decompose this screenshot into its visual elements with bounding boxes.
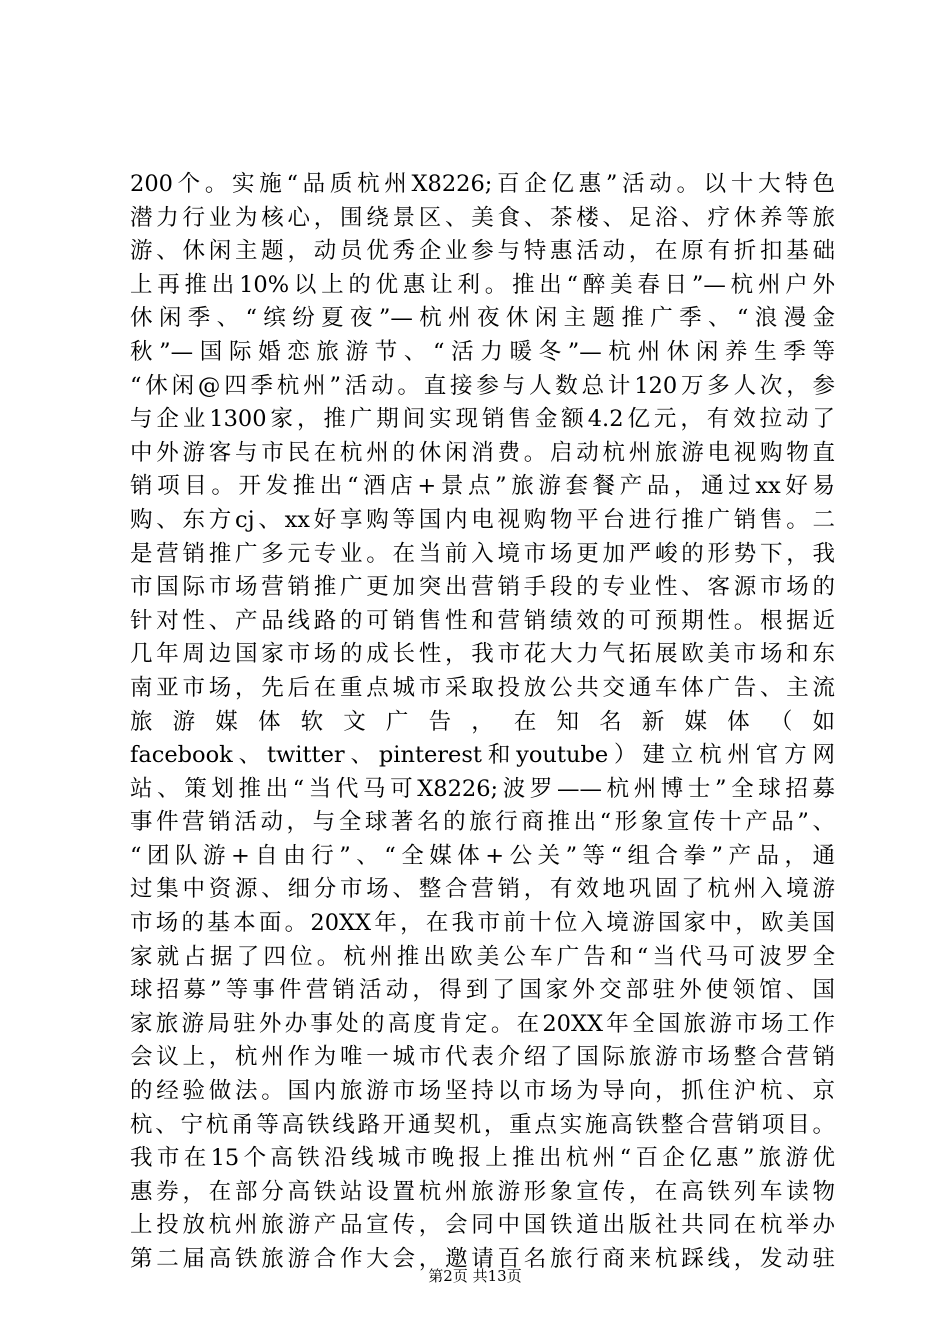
text-line-9: 中外游客与市民在杭州的休闲消费。启动杭州旅游电视购物直	[130, 439, 835, 466]
text-line-1: 200个。实施“品质杭州X8226;百企亿惠”活动。以十大特色	[130, 171, 835, 197]
text-line-12: 是营销推广多元专业。在当前入境市场更加严峻的形势下，我	[130, 540, 835, 567]
text-line-27: 会议上，杭州作为唯一城市代表介绍了国际旅游市场整合营销	[130, 1044, 835, 1071]
text-line-21: “团队游+自由行”、“全媒体+公关”等“组合拳”产品，通	[130, 842, 835, 869]
text-line-6: 秋”—国际婚恋旅游节、“活力暖冬”—杭州休闲养生季等	[130, 338, 835, 365]
text-line-32: 上投放杭州旅游产品宣传，会同中国铁道出版社共同在杭举办	[130, 1212, 835, 1239]
page-footer	[0, 1266, 950, 1286]
text-line-24: 家就占据了四位。杭州推出欧美公车广告和“当代马可波罗全	[130, 943, 835, 970]
text-line-30: 我市在15个高铁沿线城市晚报上推出杭州“百企亿惠”旅游优	[130, 1145, 835, 1172]
text-line-26: 家旅游局驻外办事处的高度肯定。在20XX年全国旅游市场工作	[130, 1010, 835, 1037]
text-line-8: 与企业1300家，推广期间实现销售金额4.2亿元，有效拉动了	[130, 406, 835, 433]
text-line-29: 杭、宁杭甬等高铁线路开通契机，重点实施高铁整合营销项目。	[130, 1111, 835, 1138]
text-line-7: “休闲@四季杭州”活动。直接参与人数总计120万多人次，参	[130, 372, 835, 399]
page-number-label: 第2页 共13页	[428, 1267, 522, 1285]
text-line-28: 的经验做法。国内旅游市场坚持以市场为导向，抓住沪杭、京	[130, 1078, 835, 1105]
text-line-33: 第二届高铁旅游合作大会，邀请百名旅行商来杭踩线，发动驻	[130, 1246, 835, 1272]
text-line-16: 南亚市场，先后在重点城市采取投放公共交通车体广告、主流	[130, 674, 835, 701]
body-text	[130, 168, 835, 1277]
text-line-22: 过集中资源、细分市场、整合营销，有效地巩固了杭州入境游	[130, 876, 835, 903]
text-line-15: 几年周边国家市场的成长性，我市花大力气拓展欧美市场和东	[130, 641, 835, 668]
text-line-13: 市国际市场营销推广更加突出营销手段的专业性、客源市场的	[130, 574, 835, 601]
text-line-4: 上再推出10%以上的优惠让利。推出“醉美春日”—杭州户外	[130, 271, 835, 298]
text-line-11: 购、东方cj、xx好享购等国内电视购物平台进行推广销售。二	[130, 506, 835, 533]
text-line-17: 旅游媒体软文广告，在知名新媒体（如	[130, 708, 835, 735]
text-line-20: 事件营销活动，与全球著名的旅行商推出“形象宣传十产品”、	[130, 809, 835, 836]
text-line-3: 游、休闲主题，动员优秀企业参与特惠活动，在原有折扣基础	[130, 238, 835, 265]
text-line-10: 销项目。开发推出“酒店+景点”旅游套餐产品，通过xx好易	[130, 473, 835, 500]
text-line-19: 站、策划推出“当代马可X8226;波罗——杭州博士”全球招募	[130, 775, 835, 802]
text-line-5: 休闲季、“缤纷夏夜”—杭州夜休闲主题推广季、“浪漫金	[130, 305, 835, 332]
text-line-25: 球招募”等事件营销活动，得到了国家外交部驻外使领馆、国	[130, 977, 835, 1004]
text-line-23: 市场的基本面。20XX年，在我市前十位入境游国家中，欧美国	[130, 910, 835, 937]
text-line-2: 潜力行业为核心，围绕景区、美食、茶楼、足浴、疗休养等旅	[130, 204, 835, 231]
text-line-18: facebook、twitter、pinterest和youtube）建立杭州官方网	[130, 742, 835, 769]
text-line-14: 针对性、产品线路的可销售性和营销绩效的可预期性。根据近	[130, 607, 835, 634]
text-line-31: 惠券，在部分高铁站设置杭州旅游形象宣传，在高铁列车读物	[130, 1178, 835, 1205]
